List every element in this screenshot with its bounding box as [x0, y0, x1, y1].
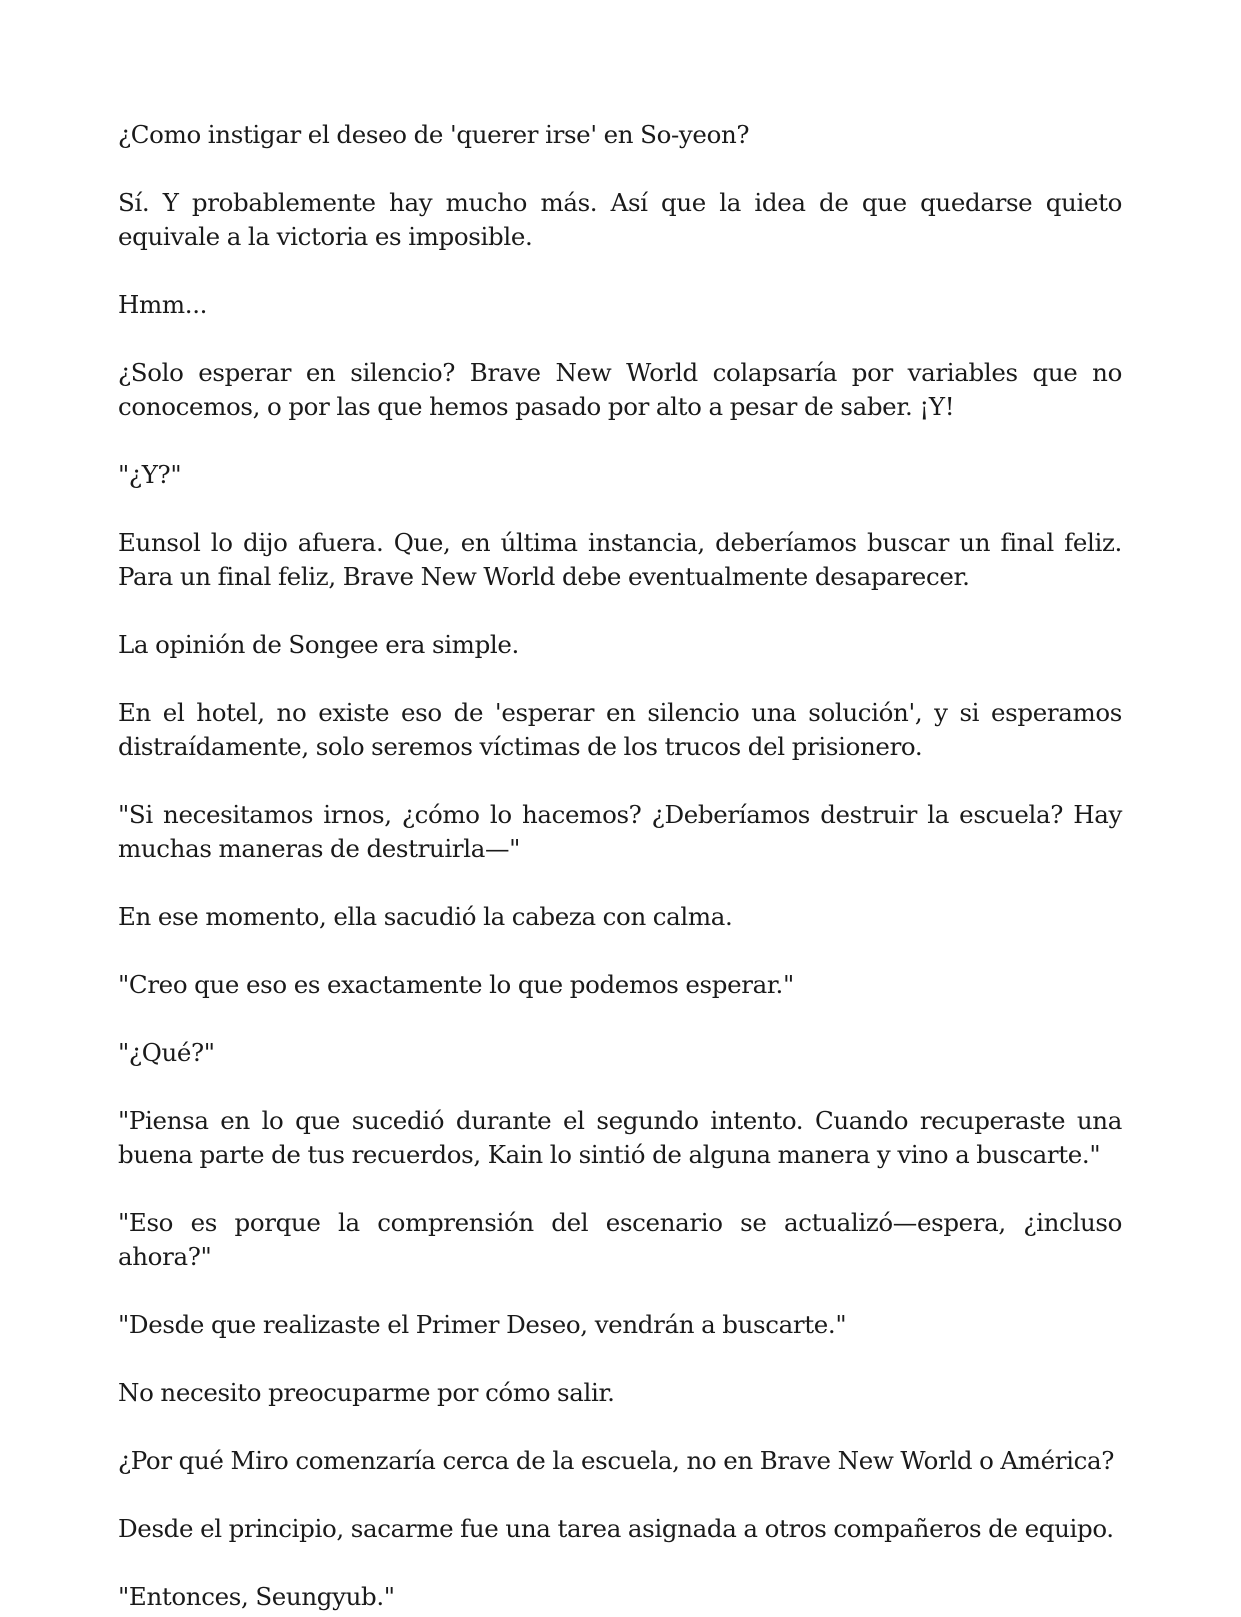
paragraph: "Desde que realizaste el Primer Deseo, vendrán a buscarte." — [118, 1310, 847, 1339]
paragraph: "Creo que eso es exactamente lo que podemos esperar." — [118, 970, 794, 999]
paragraph: "¿Qué?" — [118, 1038, 215, 1067]
paragraph: "Entonces, Seungyub." — [118, 1582, 395, 1611]
paragraph: Eunsol lo dijo afuera. Que, en última instancia, deberíamos buscar un final feliz. Para un final feliz, Brave New World debe eventualmente desaparecer. — [118, 528, 1122, 591]
paragraph: "Piensa en lo que sucedió durante el segundo intento. Cuando recuperaste una buena parte de tus recuerdos, Kain lo sintió de alguna manera y vino a buscarte." — [118, 1106, 1122, 1169]
paragraph: ¿Por qué Miro comenzaría cerca de la escuela, no en Brave New World o América? — [118, 1446, 1115, 1475]
paragraph: Desde el principio, sacarme fue una tarea asignada a otros compañeros de equipo. — [118, 1514, 1114, 1543]
paragraph: ¿Solo esperar en silencio? Brave New World colapsaría por variables que no conocemos, o por las que hemos pasado por alto a pesar de saber. ¡Y! — [118, 358, 1122, 421]
text-body — [118, 118, 1122, 1617]
paragraph: "Eso es porque la comprensión del escenario se actualizó—espera, ¿incluso ahora?" — [118, 1208, 1122, 1271]
paragraph: ¿Como instigar el deseo de 'querer irse' en So-yeon? — [118, 120, 750, 149]
paragraph: "¿Y?" — [118, 460, 182, 489]
paragraph: Hmm... — [118, 290, 208, 319]
paragraph: No necesito preocuparme por cómo salir. — [118, 1378, 615, 1407]
paragraph: "Si necesitamos irnos, ¿cómo lo hacemos? ¿Deberíamos destruir la escuela? Hay muchas maneras de destruirla—" — [118, 800, 1122, 863]
paragraph: Sí. Y probablemente hay mucho más. Así que la idea de que quedarse quieto equivale a la victoria es imposible. — [118, 188, 1122, 251]
paragraph: La opinión de Songee era simple. — [118, 630, 519, 659]
paragraph: En el hotel, no existe eso de 'esperar en silencio una solución', y si esperamos distraídamente, solo seremos víctimas de los trucos del prisionero. — [118, 698, 1122, 761]
paragraph: En ese momento, ella sacudió la cabeza con calma. — [118, 902, 733, 931]
